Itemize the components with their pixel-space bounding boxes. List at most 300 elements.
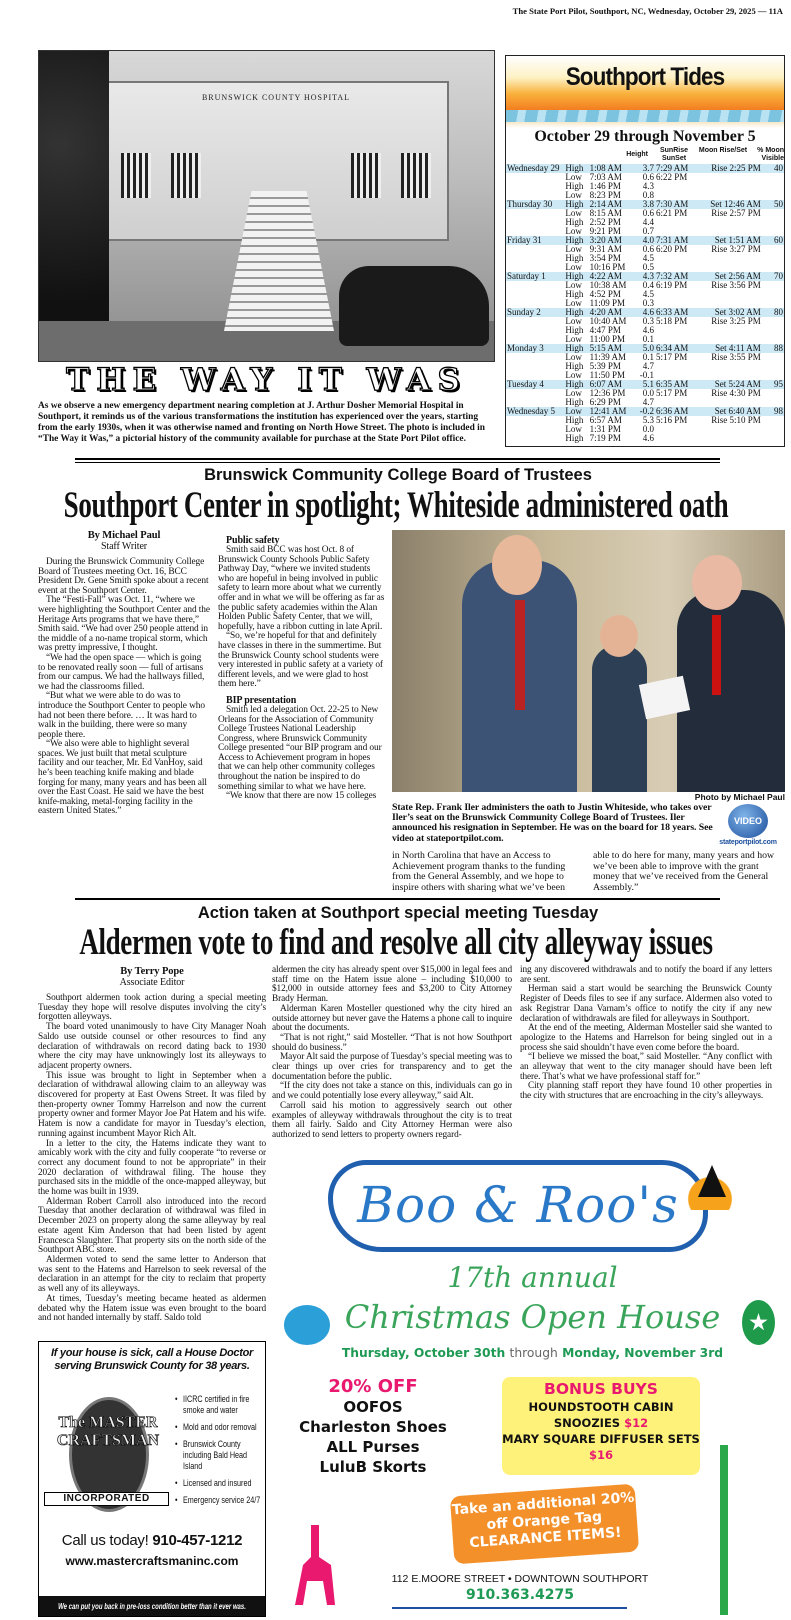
paragraph: “If the city does not take a stance on this, individuals can go in and we could potentially lose every alleyway,” said Alt. — [272, 1081, 512, 1102]
moon-pct: 60 — [762, 236, 784, 245]
moon-pct — [762, 425, 784, 434]
sun-time: 6:20 PM — [656, 244, 688, 254]
moon-time — [699, 182, 761, 191]
paragraph: “But what we were able to do was to introduce the Southport Center to people who had not been there before. … It was hard to walk in the building, there were so many people there. — [38, 691, 205, 740]
date-start: Thursday, October 30th — [341, 1346, 506, 1360]
tide-type: High — [565, 217, 584, 227]
moon-pct — [762, 173, 784, 182]
tide-height: 5.1 — [633, 380, 655, 389]
tide-time: 11:39 AM — [589, 352, 626, 362]
paragraph: In a letter to the city, the Hatems indicate they want to amicably work with the city and fully cooperate “to reverse or correct any document found to not be appropriate” in their 2020 declaration of withdrawal filing. The house they purchased sits in the middle of the once-mapped alleyway, but the home was built in 1939. — [38, 1138, 266, 1198]
tide-time: 10:40 AM — [589, 316, 627, 326]
ad-headline: If your house is sick, call a House Doctor serving Brunswick County for 38 years. — [51, 1347, 253, 1372]
sailboat-icon — [698, 1165, 726, 1197]
bonus-item-price: $12 — [624, 1416, 649, 1430]
tide-type: High — [565, 289, 584, 299]
sun-time — [655, 218, 699, 227]
article1-kicker: Brunswick Community College Board of Trustees — [204, 466, 592, 484]
moon-pct: 95 — [762, 380, 784, 389]
store-phone[interactable]: 910.363.4275 — [465, 1587, 575, 1603]
sun-time: 5:17 PM — [656, 352, 688, 362]
section-rule — [75, 458, 720, 463]
tide-time: 10:38 AM — [589, 280, 627, 290]
moon-pct: 50 — [762, 200, 784, 209]
tide-type: High — [565, 181, 584, 191]
service-item: • Mold and odor removal — [175, 1422, 263, 1433]
tides-title: Southport Tides — [565, 63, 725, 91]
tide-time: 9:31 AM — [589, 244, 622, 254]
tide-type: High — [564, 236, 588, 245]
logo-text: Boo & Roo's — [357, 1176, 679, 1234]
tide-time: 7:03 AM — [589, 172, 622, 182]
paragraph: Smith said BCC was host Oct. 8 of Brunswick County Schools Public Safety Pathway Day, “where we invited students who are hopeful in being involved in public safety to learn more about what we currently offer and in what we will be offering as far as the public safety academies within the Alan Holden Public Safety Center, that we will, hopefully, have a ribbon cutting in late April. — [218, 545, 385, 632]
article2-col1 — [38, 966, 266, 1324]
paragraph: The board voted unanimously to have City Manager Noah Saldo use outside counsel or other resources to find any declaration of withdrawals on record dating back to 1930 where the city may have unknowingly lost its alleyways to adjacent property owners. — [38, 1022, 266, 1071]
discount-item: LuluB Skorts — [319, 1458, 427, 1476]
tide-time: 12:41 AM — [589, 407, 633, 416]
article1-col1 — [38, 530, 210, 817]
moon-time: Set 4:11 AM — [699, 344, 761, 353]
tide-height: 4.0 — [633, 236, 655, 245]
byline-name: By Terry Pope — [120, 966, 184, 977]
subhead-bip: BIP presentation — [226, 694, 297, 706]
tide-time: 6:29 PM — [589, 397, 621, 407]
moon-pct: 88 — [762, 344, 784, 353]
article2-byline — [38, 966, 266, 988]
tide-time: 4:20 AM — [589, 308, 633, 317]
tide-height: 3.8 — [633, 200, 655, 209]
boo-roos-ad[interactable] — [280, 1155, 785, 1620]
tide-time: 1:46 PM — [589, 181, 621, 191]
tide-type: High — [564, 200, 588, 209]
logo-incorporated: INCORPORATED — [44, 1492, 169, 1506]
video-link[interactable] — [718, 804, 778, 848]
sun-time: 7:32 AM — [655, 272, 699, 281]
tide-type: High — [565, 433, 584, 443]
tide-height: 5.3 — [642, 415, 655, 425]
tide-day — [506, 290, 564, 299]
service-item: • Licensed and insured — [175, 1478, 263, 1489]
paragraph: Alderman Robert Carroll also introduced into the record Tuesday that another declaration of withdrawal was filed in December 2023 on property along the same alleyway by real estate agent Kim Anderson that had been listed by agent Francesca Slaughter. That property sits on the north side of the Southport ABC store. — [38, 1196, 266, 1256]
service-item: • Brunswick County including Bald Head Island — [175, 1439, 263, 1472]
phone-number[interactable]: 910-457-1212 — [152, 1532, 243, 1549]
moon-time: Set 6:40 AM — [699, 407, 761, 416]
moon-time: Set 5:24 AM — [699, 380, 761, 389]
ad-tagline-bar — [39, 1596, 265, 1616]
sun-time: 7:31 AM — [655, 236, 699, 245]
moon-pct — [762, 326, 784, 335]
moon-pct — [762, 245, 784, 254]
sun-time: 6:21 PM — [656, 208, 688, 218]
section-divider — [75, 898, 720, 900]
tide-height: 0.3 — [642, 316, 655, 326]
tide-day — [506, 362, 564, 371]
moon-time — [699, 362, 761, 371]
video-url[interactable]: stateportpilot.com — [719, 839, 777, 846]
tide-height: 4.4 — [642, 217, 655, 227]
tide-height: 0.6 — [642, 208, 655, 218]
tide-type: Low — [565, 316, 582, 326]
paragraph: “That is not right,” said Mosteller. “That is not how Southport should do business.” — [272, 1032, 512, 1053]
event-dates — [280, 1345, 785, 1361]
call-line — [39, 1532, 265, 1550]
tide-height: 4.6 — [633, 308, 655, 317]
tides-dates: October 29 through November 5 — [534, 128, 756, 145]
tide-type: High — [564, 272, 588, 281]
date-end: Monday, November 3rd — [562, 1346, 724, 1360]
moon-time: Rise 3:56 PM — [711, 280, 761, 290]
tide-type: Low — [564, 407, 588, 416]
paragraph: During the Brunswick Community College Board of Trustees meeting Oct. 16, BCC President Dr. Gene Smith spoke about a recent event at the Southport Center. — [38, 557, 209, 596]
master-craftsman-ad[interactable] — [38, 1341, 266, 1617]
paragraph: aldermen the city has already spent over $15,000 in legal fees and staff time on the Hatem issue alone – including $10,000 to $12,000 in outside attorney fees and $3,200 to City Attorney Brady Herman. — [272, 965, 512, 1005]
sun-time — [655, 362, 699, 371]
paragraph: Carroll said his motion to aggressively search out other examples of alleyway withdrawals throughout the city is to treat them all fairly. Saldo and City Attorney Herman were also authorized to send letters to property owners regard- — [272, 1100, 512, 1140]
discount-item: Charleston Shoes — [299, 1418, 447, 1436]
sun-time: 7:30 AM — [655, 200, 699, 209]
bonus-item — [502, 1431, 700, 1463]
tide-type: Low — [565, 370, 582, 380]
moon-pct: 98 — [762, 407, 784, 416]
tide-type: Low — [565, 190, 582, 200]
paragraph: Mayor Alt said the purpose of Tuesday’s special meeting was to clear things up over cries for transparency and to get the documentation before the public. — [272, 1052, 512, 1082]
call-prefix: Call us today! — [61, 1532, 149, 1549]
way-it-was-caption: As we observe a new emergency department nearing completion at J. Arthur Dosher Memorial Hospital in Southport, it reminds us of the various transformations the institution has experienced over the years, starting from the early 1930s, when it was otherwise named and fronting on North Howe Street. The photo is included in “The Way it Was,” a pictorial history of the community available for purchase at the State Port Pilot office. — [38, 401, 485, 444]
tide-height: 4.6 — [642, 325, 655, 335]
discount-label: 20% OFF — [328, 1376, 418, 1397]
tides-banner — [506, 56, 784, 110]
paragraph: At times, Tuesday’s meeting became heated as aldermen debated why the Hatem issue was even brought to the board and not handed internally by staff. Saldo told — [38, 1293, 266, 1324]
tide-time: 8:23 PM — [589, 190, 621, 200]
service-item: • Emergency service 24/7 — [175, 1495, 263, 1506]
header-moon: Moon Rise/Set — [698, 147, 748, 154]
moon-time — [699, 434, 761, 443]
tide-type: Low — [565, 244, 582, 254]
tide-day: Friday 31 — [506, 236, 564, 245]
tide-time: 1:31 PM — [589, 424, 621, 434]
hospital-sign: BRUNSWICK COUNTY HOSPITAL — [201, 93, 351, 102]
tide-height: -0.1 — [639, 370, 655, 380]
paragraph: Smith led a delegation Oct. 22-25 to New Orleans for the Association of Community College Trustees National Leadership Congress, where Brunswick Community College presented “our BIP program and our Access to Achievement program in hopes that we can help other community colleges throughout the nation be inspired to do something similar to what we have here. — [218, 704, 382, 792]
tide-row — [506, 434, 784, 443]
tide-day: Wednesday 5 — [506, 407, 564, 416]
sun-time: 5:16 PM — [656, 415, 688, 425]
tide-time: 9:21 PM — [589, 226, 621, 236]
tide-time: 4:47 PM — [589, 325, 621, 335]
person-head — [692, 555, 742, 610]
tide-type: High — [565, 253, 584, 263]
byline-title: Associate Editor — [119, 977, 185, 988]
tide-type: High — [565, 325, 584, 335]
tide-day: Monday 3 — [506, 344, 564, 353]
website-link[interactable]: www.mastercraftsmaninc.com — [65, 1554, 239, 1568]
master-craftsman-logo — [44, 1392, 169, 1522]
photo-caption: State Rep. Frank Iler administers the oath to Justin Whiteside, who takes over Iler’s seat on the Brunswick Community College Board of Trustees. Iler announced his resignation in September. He was on the board for 18 years. See video at stateportpilot.com. — [392, 802, 713, 844]
moon-time — [699, 218, 761, 227]
tide-height: 4.5 — [642, 253, 655, 263]
tide-time: 11:09 PM — [589, 298, 626, 308]
window — [351, 153, 381, 198]
sun-time: 6:35 AM — [655, 380, 699, 389]
bonus-item-name: MARY SQUARE DIFFUSER SETS — [502, 1432, 700, 1446]
sun-time: 6:19 PM — [656, 280, 688, 290]
moon-pct: 70 — [762, 272, 784, 281]
tide-height: 0.6 — [642, 172, 655, 182]
child-body — [592, 645, 647, 792]
sun-time — [655, 182, 699, 191]
article2-col3 — [520, 966, 772, 1102]
moon-pct — [762, 416, 784, 425]
date-through: through — [509, 1346, 558, 1360]
tie — [712, 615, 721, 695]
byline-name: By Michael Paul — [87, 530, 161, 541]
tide-height: 5.0 — [633, 344, 655, 353]
sun-time: 5:18 PM — [656, 316, 688, 326]
store-address: 112 E.MOORE STREET • DOWNTOWN SOUTHPORT — [391, 1573, 649, 1585]
bonus-item-name: HOUNDSTOOTH CABIN SNOOZIES — [528, 1400, 674, 1430]
moon-time — [699, 425, 761, 434]
header-height: Height — [626, 151, 648, 158]
tide-type: Low — [565, 298, 582, 308]
moon-pct — [762, 218, 784, 227]
tide-height: 0.1 — [642, 352, 655, 362]
sun-time — [655, 434, 699, 443]
tide-height: 0.0 — [642, 424, 655, 434]
tides-table-box — [505, 55, 785, 447]
tide-day: Saturday 1 — [506, 272, 564, 281]
article1-col2 — [218, 530, 386, 802]
sun-time — [655, 326, 699, 335]
moon-time — [699, 290, 761, 299]
tide-height: 4.3 — [633, 272, 655, 281]
moon-time: Set 1:51 AM — [699, 236, 761, 245]
logo-text: The MASTER CRAFTSMAN — [56, 1414, 160, 1449]
tide-day: Sunday 2 — [506, 308, 564, 317]
tide-time: 8:15 AM — [589, 208, 622, 218]
person-body — [677, 590, 785, 792]
tide-day — [506, 416, 564, 425]
tide-height: 0.4 — [642, 280, 655, 290]
tide-day — [506, 353, 564, 362]
moon-time: Set 12:46 AM — [699, 200, 761, 209]
tide-height: 0.5 — [642, 262, 655, 272]
tide-time: 7:19 PM — [589, 433, 621, 443]
tide-type: High — [564, 380, 588, 389]
ad-rule — [392, 1607, 627, 1609]
hospital-historic-photo — [38, 50, 495, 362]
tide-day — [506, 245, 564, 254]
waves-graphic — [506, 110, 784, 122]
moon-time — [699, 173, 761, 182]
tide-day: Thursday 30 — [506, 200, 564, 209]
tide-day — [506, 326, 564, 335]
moon-time: Rise 3:25 PM — [711, 316, 761, 326]
tide-type: High — [564, 308, 588, 317]
tide-type: Low — [565, 262, 582, 272]
tide-height: 0.7 — [642, 226, 655, 236]
moon-time: Rise 5:10 PM — [711, 415, 761, 425]
tide-time: 11:50 PM — [589, 370, 626, 380]
person-head — [492, 535, 542, 595]
window — [121, 153, 151, 198]
moon-time: Set 3:02 AM — [699, 308, 761, 317]
byline-title: Staff Writer — [100, 541, 148, 552]
tide-time: 4:52 PM — [589, 289, 621, 299]
moon-pct — [762, 182, 784, 191]
moon-time: Rise 2:25 PM — [699, 164, 761, 173]
article2-col2 — [272, 966, 512, 1141]
tide-time: 6:07 AM — [589, 380, 633, 389]
moon-pct — [762, 362, 784, 371]
tide-type: High — [564, 344, 588, 353]
sun-time: 6:34 AM — [655, 344, 699, 353]
paragraph: “We also were able to highlight several spaces. We just built that metal sculpture facility and our teacher, Mr. Ed VanHoy, said he’s been teaching knife making and blade forging for many, many years and has been all over the East Coast. He said we have the best knife-making, metal-forging facility in the eastern United States.” — [38, 739, 207, 817]
moon-pct — [762, 290, 784, 299]
window — [171, 153, 201, 198]
tide-type: Low — [565, 280, 582, 290]
tide-day — [506, 254, 564, 263]
service-item: • IICRC certified in fire smoke and water — [175, 1394, 263, 1416]
tide-height: 0.3 — [642, 298, 655, 308]
tide-time: 1:08 AM — [589, 164, 633, 173]
paragraph: “So, we’re hopeful for that and definitely have classes in there in the summertime. But the Brunswick County school students were very interested in public safety at a variety of different levels, and we were glad to host them here.” — [218, 631, 383, 690]
moon-time: Rise 3:55 PM — [711, 352, 761, 362]
paragraph: This issue was brought to light in September when a declaration of withdrawal allowing claim to an alleyway was discovered for property at East Owens Street. It was filed by then-property owner Tommy Harrelson and now the current property owner and former Mayor Joe Pat Hatem and his wife. Hatem is now a candidate for mayor in Tuesday’s election, running against incumbent Mayor Rich Alt. — [38, 1070, 266, 1139]
tide-time: 10:16 PM — [589, 262, 626, 272]
paragraph: “I believe we missed the boat,” said Mosteller. “Any conflict with an alleyway that went to the city manager should have been left there. That’s what we have professional staff for.” — [520, 1052, 772, 1082]
photo-credit: Photo by Michael Paul — [694, 792, 785, 802]
tide-day — [506, 218, 564, 227]
tide-height: 0.1 — [642, 334, 655, 344]
tide-time: 5:39 PM — [589, 361, 621, 371]
moon-time: Rise 3:27 PM — [711, 244, 761, 254]
paragraph: “We know that there are now 15 colleges — [226, 791, 377, 802]
tide-height: 0.6 — [642, 244, 655, 254]
discount-item: OOFOS — [343, 1398, 403, 1416]
tide-type: High — [565, 397, 584, 407]
tide-day — [506, 173, 564, 182]
tide-height: 4.6 — [642, 433, 655, 443]
tide-day — [506, 317, 564, 326]
moon-time: Set 2:56 AM — [699, 272, 761, 281]
tide-height: 3.7 — [633, 164, 655, 173]
event-title: Christmas Open House — [344, 1298, 721, 1336]
paragraph: Aldermen voted to send the same letter to Anderson that was sent to the Hatems and Harrelson to seek reversal of the declaration in an attempt for the city to reclaim that property as well any of its alleyways. — [38, 1254, 266, 1295]
paragraph: Herman said a start would be searching the Brunswick County Register of Deeds files to see if any surface. Aldermen also voted to ask Registrar Dana Varnam’s office to notify the city if any new declaration of withdrawals are filed for alleyways in Southport. — [520, 984, 772, 1024]
way-it-was-title: THE WAY IT WAS — [66, 362, 467, 398]
tides-table — [506, 164, 784, 443]
tide-type: Low — [565, 388, 582, 398]
moon-pct — [762, 353, 784, 362]
sun-time — [655, 425, 699, 434]
bonus-item — [502, 1399, 700, 1431]
tide-type: Low — [565, 334, 582, 344]
tide-day — [506, 389, 564, 398]
paragraph: The “Festi-Fall” was Oct. 11, “where we were highlighting the Southport Center and the Heritage Arts programs that we have there,” Smith said. “We had over 250 people attend in the middle of a no-name tropical storm, which was pretty impressive, I thought. — [38, 595, 210, 654]
oath-photo — [392, 530, 785, 792]
ad-tagline: We can put you back in pre-loss condition better than it ever was. — [58, 1601, 246, 1611]
vintage-car — [339, 266, 489, 346]
moon-pct — [762, 434, 784, 443]
tide-height: 0.0 — [642, 388, 655, 398]
tide-day — [506, 434, 564, 443]
sun-time: 6:36 AM — [655, 407, 699, 416]
tide-type: High — [565, 415, 584, 425]
tide-time: 2:52 PM — [589, 217, 621, 227]
article1-byline — [38, 530, 210, 552]
window — [401, 153, 431, 198]
article2-headline — [0, 923, 791, 963]
video-icon[interactable] — [728, 804, 768, 838]
tide-time: 6:57 AM — [589, 415, 622, 425]
tide-time: 3:54 PM — [589, 253, 621, 263]
paragraph: Southport aldermen took action during a special meeting Tuesday they hope will resolve disputes involving the city’s forgotten alleyways. — [38, 993, 266, 1023]
paragraph: At the end of the meeting, Alderman Mosteller said she wanted to apologize to the Hatems and Harrelson for being singled out in a process she said shouldn’t have even come before the board. — [520, 1023, 772, 1053]
sun-time — [655, 290, 699, 299]
moon-pct — [762, 389, 784, 398]
tide-type: Low — [565, 226, 582, 236]
paragraph: “We had the open space — which is going to be renovated really soon — full of artisans from our campus. We had the hallways filled, we had the classrooms filled. — [38, 652, 205, 692]
header-pct: % Moon Visible — [757, 147, 784, 162]
tide-height: -0.2 — [633, 407, 655, 416]
tide-type: Low — [565, 208, 582, 218]
tide-type: Low — [565, 424, 582, 434]
tide-time: 11:00 PM — [589, 334, 626, 344]
tide-time: 12:36 PM — [589, 388, 626, 398]
tide-day — [506, 281, 564, 290]
moon-pct — [762, 317, 784, 326]
boo-roos-logo — [328, 1160, 708, 1252]
tide-time: 3:20 AM — [589, 236, 633, 245]
bonus-item-price: $16 — [588, 1448, 613, 1462]
sun-time — [655, 254, 699, 263]
annual-text: 17th annual — [447, 1261, 618, 1294]
moon-pct: 40 — [762, 164, 784, 173]
moon-pct — [762, 281, 784, 290]
tide-height: 4.5 — [642, 289, 655, 299]
moon-time — [699, 326, 761, 335]
sun-time: 5:17 PM — [656, 388, 688, 398]
tie — [515, 600, 525, 710]
child-head — [600, 615, 638, 657]
tide-day — [506, 425, 564, 434]
sun-time: 7:29 AM — [655, 164, 699, 173]
article2-kicker: Action taken at Southport special meeting Tuesday — [197, 904, 599, 922]
sun-time: 6:22 PM — [656, 172, 688, 182]
services-list — [175, 1394, 263, 1512]
header-sun: SunRise SunSet — [659, 147, 688, 162]
moon-time: Rise 2:57 PM — [711, 208, 761, 218]
sun-time: 6:33 AM — [655, 308, 699, 317]
tide-time: 5:15 AM — [589, 344, 633, 353]
tide-height: 0.8 — [642, 190, 655, 200]
article2-headline-text: Aldermen vote to find and resolve all city alleyway issues — [78, 922, 713, 963]
moon-time — [699, 254, 761, 263]
article1-headline-text: Southport Center in spotlight; Whiteside administered oath — [63, 485, 728, 526]
moon-time: Rise 4:30 PM — [711, 388, 761, 398]
moon-pct — [762, 209, 784, 218]
moon-pct: 80 — [762, 308, 784, 317]
tides-header — [506, 147, 784, 163]
tide-type: High — [564, 164, 588, 173]
discount-item: ALL Purses — [326, 1438, 420, 1456]
paragraph: Alderman Karen Mosteller questioned why the city hired an outside attorney but never gave the Hatems a phone call to inquire about the documents. — [272, 1003, 512, 1034]
tide-time: 2:14 AM — [589, 200, 633, 209]
paragraph: City planning staff report they have found 10 other properties in the city with structures that are encroaching in the city’s alleyways. — [520, 1081, 772, 1102]
tide-height: 4.3 — [642, 181, 655, 191]
paragraph: ing any discovered withdrawals and to notify the board if any letters are sent. — [520, 965, 772, 985]
tide-day: Wednesday 29 — [506, 164, 564, 173]
